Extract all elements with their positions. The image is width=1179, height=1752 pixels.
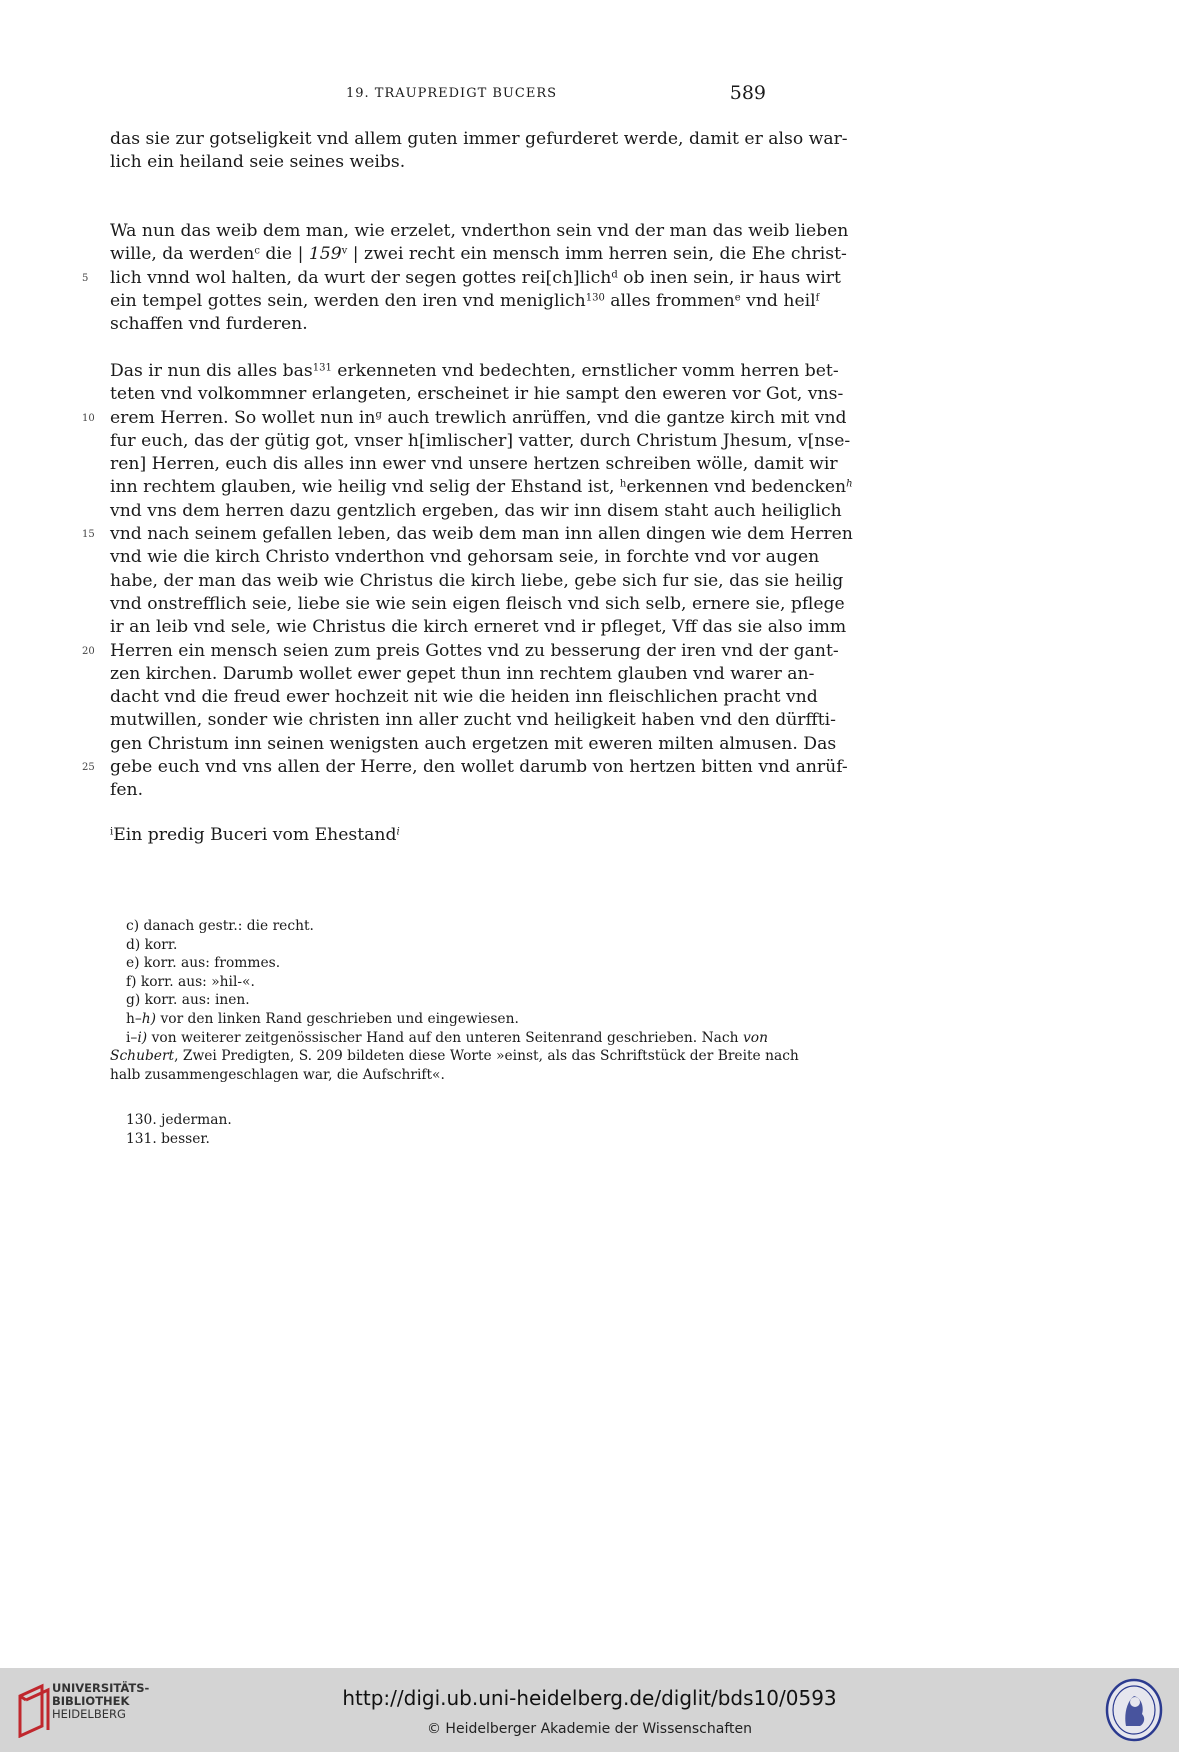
text-line: 5 lich vnnd wol halten, da wurt der segen gottes rei[ch]lich$^d$ ob inen sein, ir haus wirt	[110, 267, 768, 290]
text-line: 25 gebe euch vnd vns allen der Herre, den wollet darumb von hertzen bitten vnd anrüf-	[110, 756, 768, 779]
line-number: 5	[82, 272, 89, 284]
text-line: lich ein heiland seie seines weibs.	[110, 152, 406, 173]
text-line: vnd vns dem herren dazu gentzlich ergeben, das wir inn disem staht auch heiliglich	[110, 500, 842, 521]
text-line: Das ir nun dis alles bas$^{131}$ erkenneten vnd bedechten, ernstlicher vomm herren bet-	[110, 361, 839, 381]
text-line: mutwillen, sonder wie christen inn aller zucht vnd heiligkeit haben vnd den dürffti-	[110, 710, 836, 731]
line-number: 25	[82, 762, 95, 774]
endnote: 130. jederman.	[126, 1112, 232, 1128]
endnote-ref: 131	[312, 362, 332, 374]
paragraph-2	[82, 360, 853, 803]
text-line: ein tempel gottes sein, werden den iren vnd meniglich$^{130}$ alles frommen$^e$ vnd heil$^f$	[110, 290, 820, 311]
text-line: fur euch, das der gütig got, vnser h[imlischer] vatter, durch Christum Jhesum, v[nse-	[110, 430, 851, 451]
text-line: das sie zur gotseligkeit vnd allem guten immer gefurderet werde, damit er also war-	[110, 129, 848, 149]
endnote: 131. besser.	[126, 1130, 210, 1147]
viewer-footer	[0, 1668, 1179, 1752]
footnote-ref: i	[396, 826, 400, 838]
footnote: e) korr. aus: frommes.	[126, 955, 281, 972]
footnote-ref: c	[254, 245, 260, 257]
line-number: 10	[82, 412, 95, 424]
endnote-ref: 130	[585, 292, 605, 304]
footnote: c) danach gestr.: die recht.	[126, 918, 314, 934]
text-line: ren] Herren, euch dis alles inn ewer vnd unsere hertzen schreiben wölle, damit wir	[110, 454, 838, 475]
ub-logo-text: UNIVERSITÄTS- BIBLIOTHEK HEIDELBERG	[52, 1681, 150, 1721]
line-number: 20	[82, 645, 95, 657]
text-line: wille, da werden$^c$ die | 159$^v$ | zwei recht ein mensch imm herren sein, die Ehe christ-	[110, 244, 847, 265]
text-line: teten vnd volkommner erlangeten, erscheinet ir hie sampt den eweren vor Got, vns-	[110, 384, 844, 405]
footnote-ref: e	[734, 292, 741, 304]
academy-seal-icon	[1104, 1678, 1164, 1742]
text-line: ir an leib vnd sele, wie Christus die kirch erneret vnd ir pfleget, Vff das sie also imm	[110, 617, 847, 638]
paragraph-1	[82, 220, 849, 336]
footnotes	[110, 917, 799, 1084]
text-line: 15 vnd nach seinem gefallen leben, das weib dem man inn allen dingen wie dem Herren	[110, 523, 768, 546]
footnote: g) korr. aus: inen.	[126, 992, 250, 1009]
footnote: f) korr. aus: »hil-«.	[126, 973, 255, 990]
text-line: gen Christum inn seinen wenigsten auch ergetzen mit eweren milten almusen. Das	[110, 733, 837, 754]
footnote-ref: h	[619, 478, 627, 490]
text-line: 10 erem Herren. So wollet nun $in^g$ auch trewlich anrüffen, vnd die gantze kirch mit vnd	[110, 407, 768, 430]
endnotes	[110, 1111, 768, 1148]
closing-text: Ein predig Buceri vom Ehestand	[113, 825, 397, 845]
footnote-continuation: halb zusammengeschlagen war, die Aufschrift«.	[110, 1066, 445, 1083]
footnote-ref: g	[375, 409, 382, 421]
text-line: fen.	[110, 780, 144, 801]
footnote-ref: d	[611, 269, 618, 281]
closing-inscription	[110, 824, 768, 847]
text-line: habe, der man das weib wie Christus die kirch liebe, gebe sich fur sie, das sie heilig	[110, 570, 844, 591]
text-line: 20 Herren ein mensch seien zum preis Gottes vnd zu besserung der iren vnd der gant-	[110, 640, 768, 663]
text-line: inn rechtem glauben, wie heilig vnd selig der Ehstand ist, $^h$erkennen vnd bedencken$^h$	[110, 477, 853, 498]
text-line: vnd onstrefflich seie, liebe sie wie sein eigen fleisch vnd sich selb, ernere sie, pflege	[110, 593, 845, 614]
text-line: schaffen vnd furderen.	[110, 314, 308, 335]
running-head-title: 19. TRAUPREDIGT BUCERS	[346, 86, 558, 101]
text-line: zen kirchen. Darumb wollet ewer gepet thun inn rechtem glauben vnd warer an-	[110, 663, 815, 684]
paragraph-continuation	[110, 128, 848, 175]
footnote-continuation: Schubert, Zwei Predigten, S. 209 bildeten diese Worte »einst, als das Schriftstück der Breite nach	[110, 1048, 799, 1065]
text-line: dacht vnd die freud ewer hochzeit nit wie die heiden inn fleischlichen pracht vnd	[110, 687, 818, 708]
text-line: Wa nun das weib dem man, wie erzelet, vnderthon sein vnd der man das weib lieben	[110, 221, 849, 241]
footnote-ref: h	[846, 478, 853, 490]
footnote-ref: i	[110, 826, 114, 838]
footnote: d) korr.	[126, 936, 178, 953]
line-number: 15	[82, 529, 95, 541]
running-head	[346, 84, 766, 108]
copyright-notice: © Heidelberger Akademie der Wissenschaften	[426, 1721, 752, 1737]
folio-marker: 159	[308, 244, 342, 265]
page-number: 589	[729, 82, 766, 104]
text-line: vnd wie die kirch Christo vnderthon vnd gehorsam seie, in forchte vnd vor augen	[110, 547, 820, 568]
footnote: i–i) von weiterer zeitgenössischer Hand auf den unteren Seitenrand geschrieben. Nach von	[126, 1029, 768, 1046]
footnote-ref: f	[815, 292, 820, 304]
footnote: h–h) vor den linken Rand geschrieben und eingewiesen.	[126, 1010, 519, 1027]
permalink-url[interactable]: http://digi.ub.uni-heidelberg.de/diglit/bds10/0593	[342, 1686, 837, 1710]
